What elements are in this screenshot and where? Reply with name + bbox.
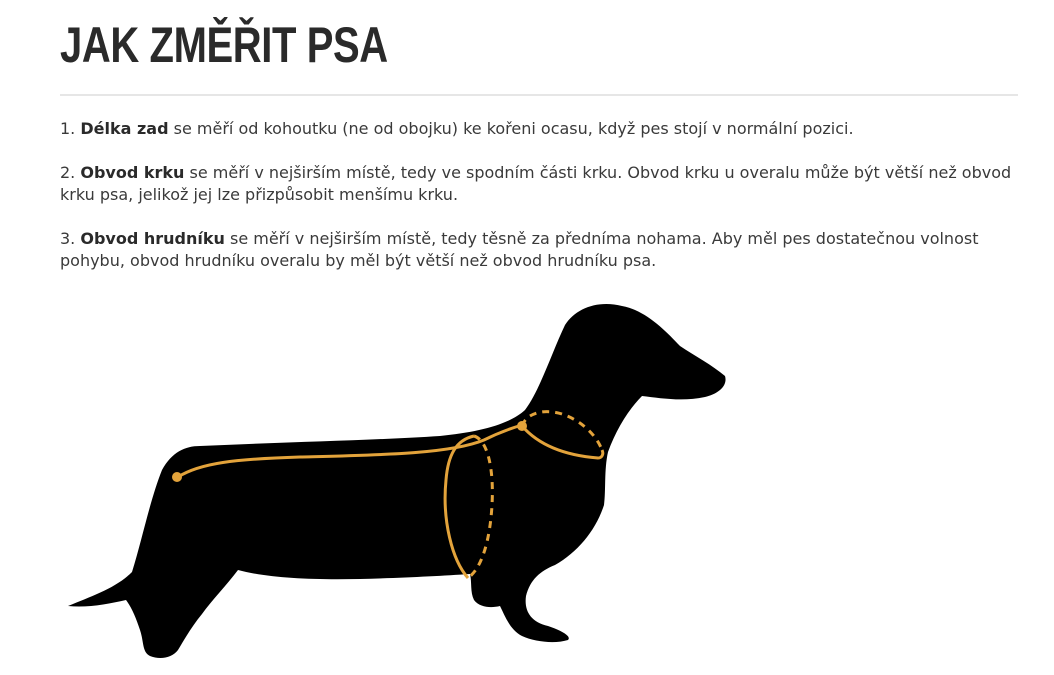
back-length-start-point xyxy=(172,472,182,482)
title-divider xyxy=(60,94,1018,96)
instruction-neck-girth xyxy=(60,162,1018,206)
item-text: se měří v nejširším místě, tedy těsně za předníma nohama. Aby měl pes dostatečnou volnost pohybu, obvod hrudníku overalu by měl být větší než obvod hrudníku psa. xyxy=(60,229,979,270)
item-term: Obvod hrudníku xyxy=(80,229,225,248)
instruction-chest-girth xyxy=(60,228,1018,272)
item-number: 3. xyxy=(60,229,76,248)
dachshund-silhouette xyxy=(68,304,726,658)
item-text: se měří v nejširším místě, tedy ve spodním části krku. Obvod krku u overalu může být větší než obvod krku psa, jelikož jej lze přizpůsobit menšímu krku. xyxy=(60,163,1012,204)
dog-measurement-illustration xyxy=(60,296,760,666)
measurement-instructions xyxy=(60,118,1018,294)
dachshund-diagram xyxy=(60,296,760,666)
item-number: 2. xyxy=(60,163,76,182)
instruction-back-length xyxy=(60,118,1018,140)
item-text: se měří od kohoutku (ne od obojku) ke kořeni ocasu, když pes stojí v normální pozici. xyxy=(168,119,854,138)
page-title: JAK ZMĚŘIT PSA xyxy=(60,17,388,73)
item-number: 1. xyxy=(60,119,76,138)
item-term: Obvod krku xyxy=(80,163,185,182)
item-term: Délka zad xyxy=(80,119,169,138)
